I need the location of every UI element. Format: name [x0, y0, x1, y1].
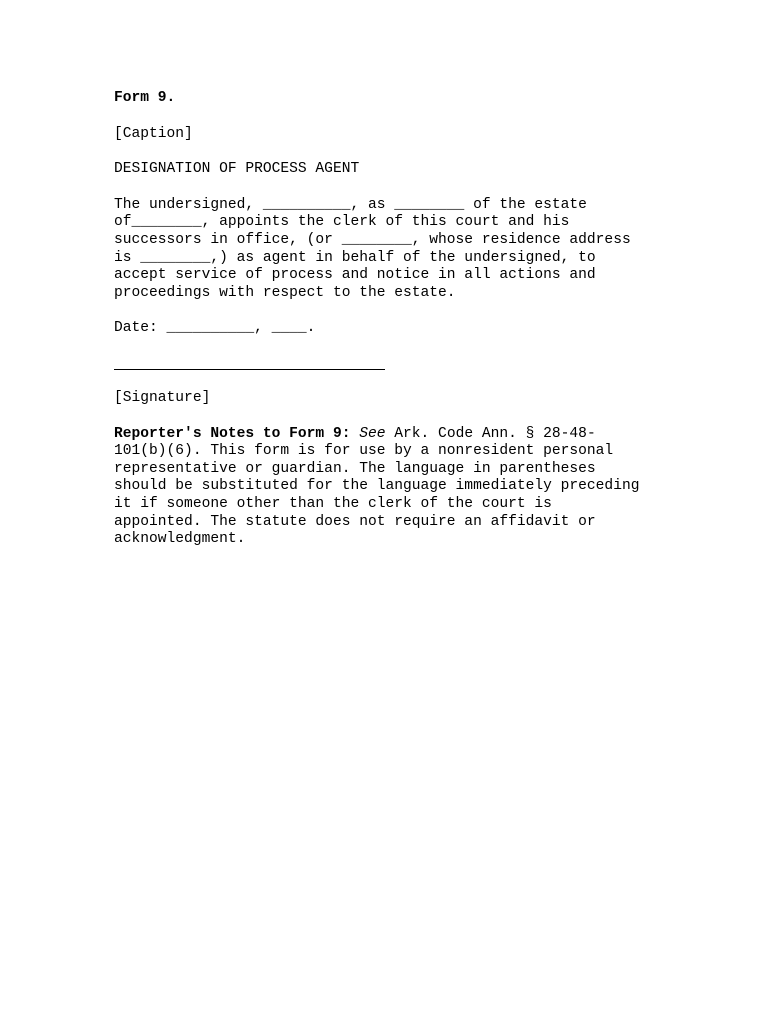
notes-first-line [114, 426, 674, 444]
body-line: is ________,) as agent in behalf of the undersigned, to [114, 249, 596, 266]
body-line: proceedings with respect to the estate. [114, 284, 456, 301]
body-line: accept service of process and notice in all actions and [114, 267, 596, 284]
spacer [114, 143, 674, 161]
reporters-notes [114, 426, 674, 549]
spacer [114, 408, 674, 426]
date-line: Date: __________, ____. [114, 320, 316, 337]
body-line: of________, appoints the clerk of this court and his [114, 214, 570, 231]
notes-line: 101(b)(6). This form is for use by a nonresident personal [114, 443, 614, 460]
signature-label: [Signature] [114, 389, 211, 406]
notes-citation: Ark. Code Ann. § 28-48- [385, 425, 596, 442]
document-heading: DESIGNATION OF PROCESS AGENT [114, 161, 360, 178]
notes-label: Reporter's Notes to Form 9: [114, 425, 351, 442]
notes-line: appointed. The statute does not require an affidavit or [114, 513, 596, 530]
body-line: successors in office, (or ________, whose residence address [114, 231, 631, 248]
see-signal: See [359, 425, 386, 442]
notes-line: representative or guardian. The language in parentheses [114, 460, 596, 477]
spacer [114, 179, 674, 197]
notes-line: acknowledgment. [114, 531, 246, 548]
signature-line [114, 369, 385, 370]
notes-line: should be substituted for the language immediately preceding [114, 478, 640, 495]
document-page [114, 90, 674, 549]
form-title: Form 9. [114, 90, 176, 106]
body-line: The undersigned, __________, as ________ of the estate [114, 196, 587, 213]
spacer [114, 302, 674, 320]
spacer [114, 108, 674, 126]
notes-line: it if someone other than the clerk of the court is [114, 495, 552, 512]
caption-placeholder: [Caption] [114, 125, 193, 142]
body-paragraph [114, 197, 674, 303]
